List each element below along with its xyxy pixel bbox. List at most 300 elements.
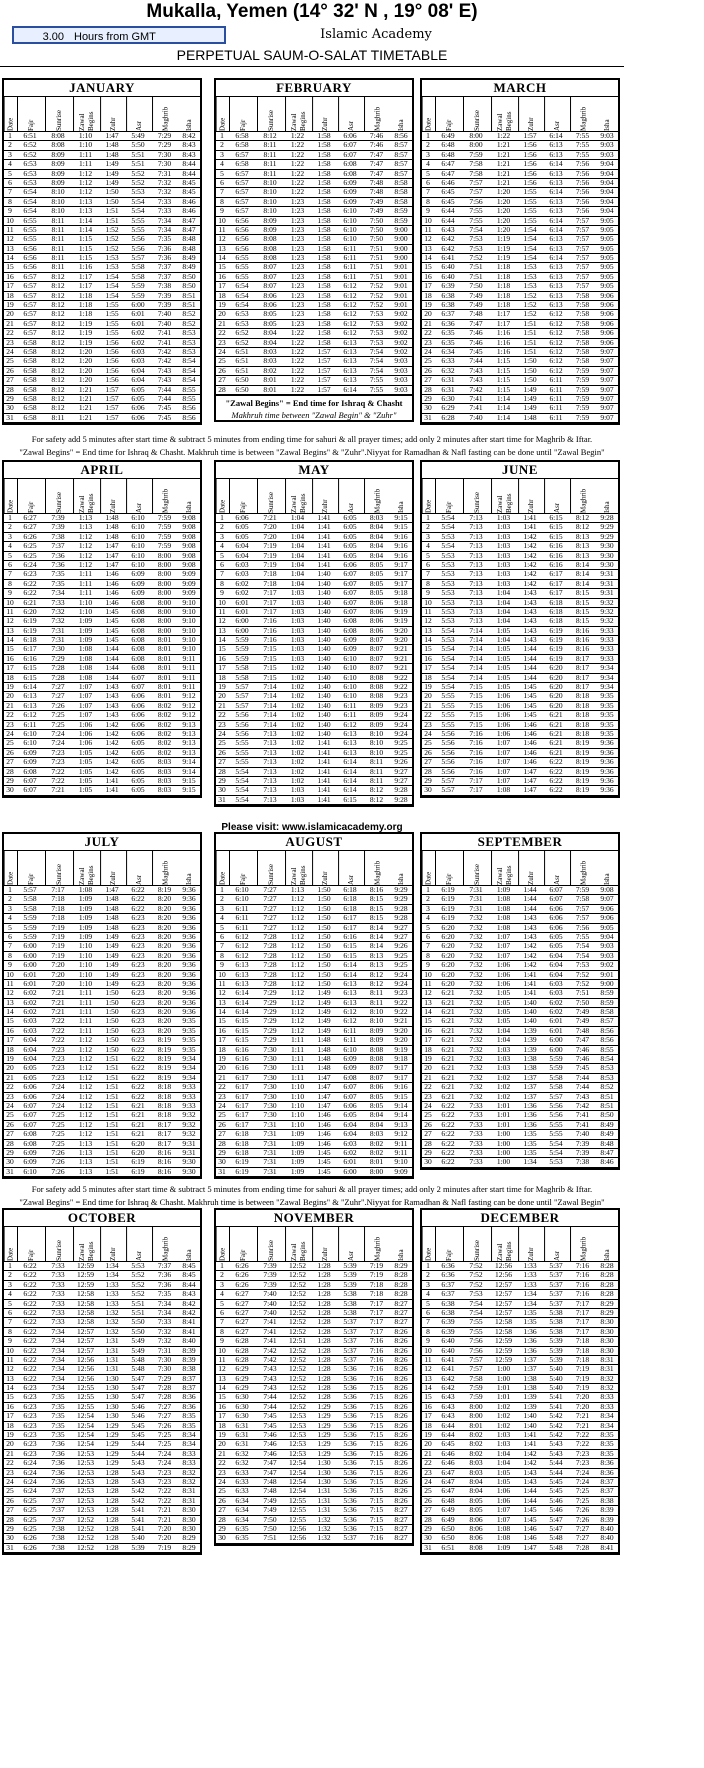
table-cell: 8:06 <box>369 626 384 635</box>
table-cell: 7:28 <box>263 961 277 970</box>
table-row <box>422 683 618 692</box>
table-cell: 1:06 <box>496 961 511 970</box>
table-cell: 7:31 <box>263 1139 277 1148</box>
table-cell: 6:00 <box>23 961 37 970</box>
table-cell: 1:48 <box>105 895 119 904</box>
table-cell: 1:22 <box>290 366 305 375</box>
table-cell: 9 <box>220 589 224 598</box>
table-cell: 18 <box>424 1421 432 1430</box>
table-cell: 5:56 <box>441 767 455 776</box>
table-cell: 1:49 <box>105 970 119 979</box>
table-cell: 7:29 <box>263 1008 277 1017</box>
table-cell: 1:57 <box>105 413 119 422</box>
table-cell: 1:56 <box>105 366 119 375</box>
column-header: Zawal Begins <box>285 851 312 885</box>
table-cell: 7:21 <box>575 1412 590 1421</box>
table-cell: 7:16 <box>469 729 483 738</box>
table-cell: 1:49 <box>105 169 119 178</box>
table-cell: 1:17 <box>496 310 511 319</box>
table-cell: 1:04 <box>496 636 511 645</box>
table-cell: 4 <box>426 160 430 169</box>
table-cell: 1:37 <box>523 1092 537 1101</box>
table-cell: 5:56 <box>131 235 145 244</box>
table-cell: 6:05 <box>343 532 357 541</box>
table-cell: 8:06 <box>263 291 277 300</box>
table-cell: 7:29 <box>263 1017 277 1026</box>
table-cell: 6:47 <box>441 1468 455 1477</box>
table-cell: 1:50 <box>317 932 331 941</box>
table-cell: 6:37 <box>441 310 455 319</box>
table-cell: 8:15 <box>575 617 590 626</box>
table-cell: 6:13 <box>343 989 357 998</box>
table-cell: 2 <box>426 1271 430 1280</box>
table-cell: 7:30 <box>51 645 65 654</box>
table-row <box>4 1271 200 1280</box>
table-cell: 7:57 <box>469 1365 483 1374</box>
table-cell: 8:00 <box>469 1402 483 1411</box>
table-cell: 8:20 <box>157 970 172 979</box>
table-row <box>4 357 200 366</box>
table-cell: 7:13 <box>469 617 483 626</box>
table-cell: 1:55 <box>523 188 537 197</box>
table-cell: 6:11 <box>343 1026 357 1035</box>
table-cell: 6:49 <box>441 1515 455 1524</box>
table-cell: 8:15 <box>369 904 384 913</box>
table-cell: 1:04 <box>496 1449 511 1458</box>
table-cell: 6:12 <box>549 329 563 338</box>
table-cell: 8:10 <box>263 188 277 197</box>
table-cell: 1:18 <box>78 291 93 300</box>
table-cell: 9:21 <box>394 664 408 673</box>
table-cell: 8:40 <box>600 1534 614 1543</box>
table-cell: 1:06 <box>78 729 93 738</box>
table-row <box>422 1440 618 1449</box>
table-cell: 12 <box>218 235 226 244</box>
table-cell: 1:11 <box>78 998 93 1007</box>
table-cell: 7:54 <box>575 951 590 960</box>
table-cell: 7:53 <box>469 244 483 253</box>
table-cell: 6:10 <box>343 654 357 663</box>
table-cell: 6:08 <box>23 1139 37 1148</box>
table-cell: 9:30 <box>182 1158 196 1167</box>
table-cell: 1:29 <box>105 1459 119 1468</box>
table-row <box>216 1281 412 1290</box>
table-row <box>216 886 412 895</box>
table-cell: 6:17 <box>549 570 563 579</box>
table-cell: 5:56 <box>441 748 455 757</box>
table-cell: 8:19 <box>575 767 590 776</box>
table-cell: 6:17 <box>235 1101 249 1110</box>
table-cell: 9:36 <box>182 961 196 970</box>
table-row <box>4 207 200 216</box>
table-cell: 6:07 <box>23 1120 37 1129</box>
table-row <box>4 348 200 357</box>
table-cell: 8:26 <box>394 1346 408 1355</box>
table-cell: 9:36 <box>182 904 196 913</box>
table-cell: 1:02 <box>290 711 305 720</box>
table-cell: 6:06 <box>549 923 563 932</box>
table-cell: 7:35 <box>51 579 65 588</box>
page-title: Mukalla, Yemen (14° 32' N , 19° 08' E) <box>146 1 478 22</box>
table-row <box>4 1102 200 1111</box>
table-row <box>216 777 412 786</box>
table-row <box>4 1356 200 1365</box>
table-cell: 9:18 <box>394 589 408 598</box>
table-row <box>422 914 618 923</box>
table-cell: 1:07 <box>496 1506 511 1515</box>
table-cell: 8:36 <box>182 1402 196 1411</box>
table-cell: 7:27 <box>263 886 277 894</box>
table-cell: 1:09 <box>290 1167 305 1176</box>
table-cell: 8:12 <box>51 319 65 328</box>
table-cell: 14 <box>424 1008 432 1017</box>
table-cell: 6:20 <box>441 961 455 970</box>
table-cell: 1 <box>8 514 12 522</box>
table-cell: 6:17 <box>235 1111 249 1120</box>
table-cell: 8:26 <box>394 1449 408 1458</box>
table-cell: 1:50 <box>105 989 119 998</box>
table-cell: 8 <box>220 951 224 960</box>
table-row <box>216 141 412 150</box>
table-cell: 9:23 <box>394 701 408 710</box>
month-name: MAY <box>216 462 412 479</box>
table-cell: 7:19 <box>263 542 277 551</box>
table-cell: 8:08 <box>369 683 384 692</box>
table-cell: 1:07 <box>496 951 511 960</box>
table-cell: 1:03 <box>496 542 511 551</box>
table-cell: 7:56 <box>469 197 483 206</box>
table-cell: 6:08 <box>131 626 145 635</box>
table-cell: 5:38 <box>549 1308 563 1317</box>
table-cell: 8:31 <box>182 1496 196 1505</box>
table-row <box>4 692 200 701</box>
table-cell: 7:32 <box>469 989 483 998</box>
table-cell: 12:52 <box>288 1374 307 1383</box>
table-cell: 6:51 <box>235 347 249 356</box>
table-cell: 6:13 <box>343 338 357 347</box>
table-row <box>4 514 200 523</box>
table-cell: 1:22 <box>290 188 305 197</box>
table-cell: 9:07 <box>600 895 614 904</box>
table-cell: 7:39 <box>157 301 172 310</box>
table-cell: 6:10 <box>131 532 145 541</box>
table-cell: 1:51 <box>105 216 119 225</box>
table-cell: 6:21 <box>441 1064 455 1073</box>
table-row <box>422 721 618 730</box>
table-row <box>422 263 618 272</box>
table-cell: 1:20 <box>496 207 511 216</box>
table-cell: 6:00 <box>549 1045 563 1054</box>
table-cell: 8:13 <box>575 542 590 551</box>
table-row <box>216 702 412 711</box>
table-cell: 5:58 <box>23 895 37 904</box>
table-cell: 6:04 <box>23 1045 37 1054</box>
table-cell: 5:36 <box>343 1365 357 1374</box>
table-cell: 5 <box>220 923 224 932</box>
table-row <box>422 1140 618 1149</box>
table-row <box>422 376 618 385</box>
table-cell: 3 <box>426 904 430 913</box>
table-cell: 7:15 <box>369 1459 384 1468</box>
table-cell: 1:06 <box>496 720 511 729</box>
table-cell: 1:12 <box>290 942 305 951</box>
table-cell: 1:04 <box>496 617 511 626</box>
table-cell: 5:55 <box>441 692 455 701</box>
table-cell: 24 <box>6 1101 14 1110</box>
table-cell: 7:13 <box>469 551 483 560</box>
table-cell: 1:29 <box>105 1440 119 1449</box>
table-cell: 6:04 <box>549 961 563 970</box>
table-cell: 7:21 <box>51 998 65 1007</box>
table-cell: 6:11 <box>235 904 249 913</box>
table-cell: 7:30 <box>157 150 172 159</box>
table-cell: 24 <box>218 1477 226 1486</box>
table-cell: 6:54 <box>235 282 249 291</box>
table-cell: 7 <box>8 188 12 197</box>
table-row <box>422 1111 618 1120</box>
table-cell: 8:26 <box>394 1468 408 1477</box>
table-cell: 9:17 <box>394 560 408 569</box>
table-row <box>422 1158 618 1167</box>
table-cell: 8:03 <box>157 776 172 785</box>
table-row <box>216 1046 412 1055</box>
table-cell: 6:09 <box>343 645 357 654</box>
table-cell: 9:31 <box>182 1139 196 1148</box>
table-cell: 1:41 <box>317 560 331 569</box>
table-cell: 1:50 <box>523 366 537 375</box>
table-cell: 9:00 <box>394 225 408 234</box>
table-cell: 8:12 <box>51 329 65 338</box>
table-cell: 1:09 <box>290 1158 305 1167</box>
table-cell: 1:48 <box>523 413 537 422</box>
table-row <box>422 730 618 739</box>
table-cell: 7:52 <box>469 1280 483 1289</box>
table-cell: 1:20 <box>78 366 93 375</box>
column-header: Zuhr <box>312 851 338 885</box>
table-cell: 1:00 <box>496 1158 511 1167</box>
table-cell: 1:33 <box>105 1290 119 1299</box>
table-cell: 8:30 <box>600 1346 614 1355</box>
table-cell: 7:21 <box>575 1421 590 1430</box>
table-cell: 10 <box>218 970 226 979</box>
table-cell: 6:25 <box>23 542 37 551</box>
table-cell: 8:04 <box>263 329 277 338</box>
table-cell: 6:47 <box>441 1487 455 1496</box>
table-cell: 7:59 <box>575 886 590 894</box>
table-row <box>422 589 618 598</box>
table-cell: 24 <box>218 729 226 738</box>
table-cell: 6:57 <box>235 207 249 216</box>
table-cell: 8:48 <box>182 244 196 253</box>
table-cell: 1:22 <box>290 160 305 169</box>
table-cell: 9:22 <box>394 673 408 682</box>
table-row <box>216 329 412 338</box>
table-cell: 7:15 <box>369 1431 384 1440</box>
table-cell: 1:21 <box>496 178 511 187</box>
table-cell: 24 <box>424 1477 432 1486</box>
table-cell: 9:13 <box>182 729 196 738</box>
table-cell: 7:49 <box>369 207 384 216</box>
table-cell: 29 <box>424 776 432 785</box>
table-row <box>216 1130 412 1139</box>
table-cell: 7:22 <box>51 1026 65 1035</box>
table-cell: 4 <box>8 1290 12 1299</box>
table-cell: 6:11 <box>549 376 563 385</box>
month-name: JULY <box>4 834 200 851</box>
table-cell: 9:29 <box>600 532 614 541</box>
table-cell: 6:23 <box>131 1026 145 1035</box>
table-cell: 8:00 <box>157 626 172 635</box>
table-cell: 9:10 <box>394 1158 408 1167</box>
table-cell: 7:32 <box>469 951 483 960</box>
table-cell: 1:58 <box>317 141 331 150</box>
table-cell: 1:03 <box>496 532 511 541</box>
table-cell: 6:13 <box>343 748 357 757</box>
table-cell: 7 <box>8 570 12 579</box>
table-row <box>422 1130 618 1139</box>
table-cell: 1 <box>8 132 12 140</box>
table-cell: 6:22 <box>441 1111 455 1120</box>
table-cell: 1 <box>8 886 12 894</box>
table-cell: 8:19 <box>575 776 590 785</box>
table-cell: 6:38 <box>441 291 455 300</box>
table-cell: 7:33 <box>469 1130 483 1139</box>
table-cell: 7:30 <box>157 1365 172 1374</box>
table-cell: 6:11 <box>343 254 357 263</box>
table-cell: 6:02 <box>343 1148 357 1157</box>
table-cell: 17 <box>218 1412 226 1421</box>
table-cell: 8:07 <box>369 654 384 663</box>
table-cell: 12:59 <box>76 1271 95 1280</box>
table-cell: 12:56 <box>494 1262 513 1270</box>
table-cell: 8:18 <box>575 711 590 720</box>
table-cell: 7:22 <box>575 1431 590 1440</box>
table-cell: 30 <box>6 1534 14 1543</box>
table-cell: 8:26 <box>394 1393 408 1402</box>
table-row <box>216 1497 412 1506</box>
table-cell: 28 <box>6 1515 14 1524</box>
table-cell: 6:37 <box>441 1280 455 1289</box>
table-cell: 8:49 <box>600 1130 614 1139</box>
table-cell: 5:38 <box>343 1308 357 1317</box>
table-cell: 6:09 <box>131 570 145 579</box>
table-cell: 6:27 <box>23 514 37 522</box>
table-cell: 6:17 <box>343 923 357 932</box>
table-cell: 1:49 <box>105 932 119 941</box>
table-cell: 8:10 <box>369 1008 384 1017</box>
table-cell: 7:25 <box>51 720 65 729</box>
table-cell: 7:32 <box>157 1337 172 1346</box>
table-cell: 7:16 <box>575 1290 590 1299</box>
table-cell: 5:37 <box>343 1318 357 1327</box>
column-header: Asr <box>338 851 364 885</box>
table-cell: 1:03 <box>496 570 511 579</box>
table-cell: 5:56 <box>235 729 249 738</box>
table-cell: 1:43 <box>105 711 119 720</box>
table-cell: 9:08 <box>182 542 196 551</box>
table-cell: 6:07 <box>23 1111 37 1120</box>
table-cell: 6:08 <box>131 598 145 607</box>
column-header: Sunrise <box>257 479 285 513</box>
table-cell: 6:13 <box>343 729 357 738</box>
month-table-may <box>214 460 414 807</box>
table-cell: 1:22 <box>290 357 305 366</box>
table-cell: 6:40 <box>441 272 455 281</box>
table-row <box>4 1337 200 1346</box>
table-cell: 6:09 <box>131 589 145 598</box>
table-cell: 9:32 <box>182 1111 196 1120</box>
table-cell: 1:03 <box>496 514 511 522</box>
table-cell: 7:45 <box>157 404 172 413</box>
table-cell: 6:58 <box>23 357 37 366</box>
table-cell: 6:04 <box>131 376 145 385</box>
table-cell: 6:06 <box>343 132 357 140</box>
table-cell: 7:32 <box>469 1064 483 1073</box>
table-row <box>422 245 618 254</box>
table-cell: 1:06 <box>78 739 93 748</box>
table-cell: 9:02 <box>394 329 408 338</box>
table-cell: 7:19 <box>263 560 277 569</box>
table-cell: 8:31 <box>182 1487 196 1496</box>
table-row <box>216 198 412 207</box>
table-cell: 7:44 <box>469 357 483 366</box>
table-cell: 6:34 <box>441 347 455 356</box>
table-cell: 8:11 <box>263 141 277 150</box>
table-cell: 7:16 <box>575 1262 590 1270</box>
table-cell: 1:22 <box>290 376 305 385</box>
table-cell: 1:09 <box>78 923 93 932</box>
table-cell: 6:20 <box>131 1139 145 1148</box>
table-cell: 5 <box>426 551 430 560</box>
table-cell: 9:21 <box>394 654 408 663</box>
table-cell: 16 <box>6 654 14 663</box>
table-cell: 8:12 <box>51 394 65 403</box>
table-cell: 6:05 <box>235 523 249 532</box>
table-cell: 12:58 <box>494 1318 513 1327</box>
zawal-note: "Zawal Begins" = End time for Ishraq & Chasht. Makhruh time is between "Zawal Begins" & "Zuhr".Niyyat for Ramadhan & Nafl fasting can be done until "Zawal Begin" <box>19 1197 605 1207</box>
table-cell: 6:13 <box>549 169 563 178</box>
table-cell: 14 <box>6 1008 14 1017</box>
table-cell: 6:42 <box>441 235 455 244</box>
table-cell: 1:35 <box>523 1130 537 1139</box>
table-cell: 7:59 <box>575 385 590 394</box>
table-cell: 8:12 <box>51 357 65 366</box>
table-cell: 8:36 <box>600 1459 614 1468</box>
table-cell: 6:28 <box>235 1346 249 1355</box>
table-cell: 1:51 <box>105 1073 119 1082</box>
table-cell: 8:30 <box>600 1318 614 1327</box>
table-cell: 1:07 <box>78 701 93 710</box>
table-cell: 6:14 <box>549 254 563 263</box>
table-cell: 7:31 <box>51 636 65 645</box>
table-cell: 6:22 <box>131 1064 145 1073</box>
table-cell: 1:12 <box>290 970 305 979</box>
table-cell: 1:17 <box>78 282 93 291</box>
table-cell: 7:14 <box>469 636 483 645</box>
table-cell: 7:55 <box>575 132 590 140</box>
table-row <box>4 749 200 758</box>
table-cell: 7:53 <box>369 338 384 347</box>
table-cell: 6:23 <box>131 961 145 970</box>
table-cell: 8:49 <box>182 263 196 272</box>
table-cell: 11 <box>218 607 226 616</box>
table-cell: 6:45 <box>441 1440 455 1449</box>
month-table-august <box>214 832 414 1179</box>
column-header: Date <box>4 851 17 885</box>
table-cell: 9:35 <box>182 1026 196 1035</box>
table-cell: 8:09 <box>369 711 384 720</box>
table-cell: 8:09 <box>263 216 277 225</box>
